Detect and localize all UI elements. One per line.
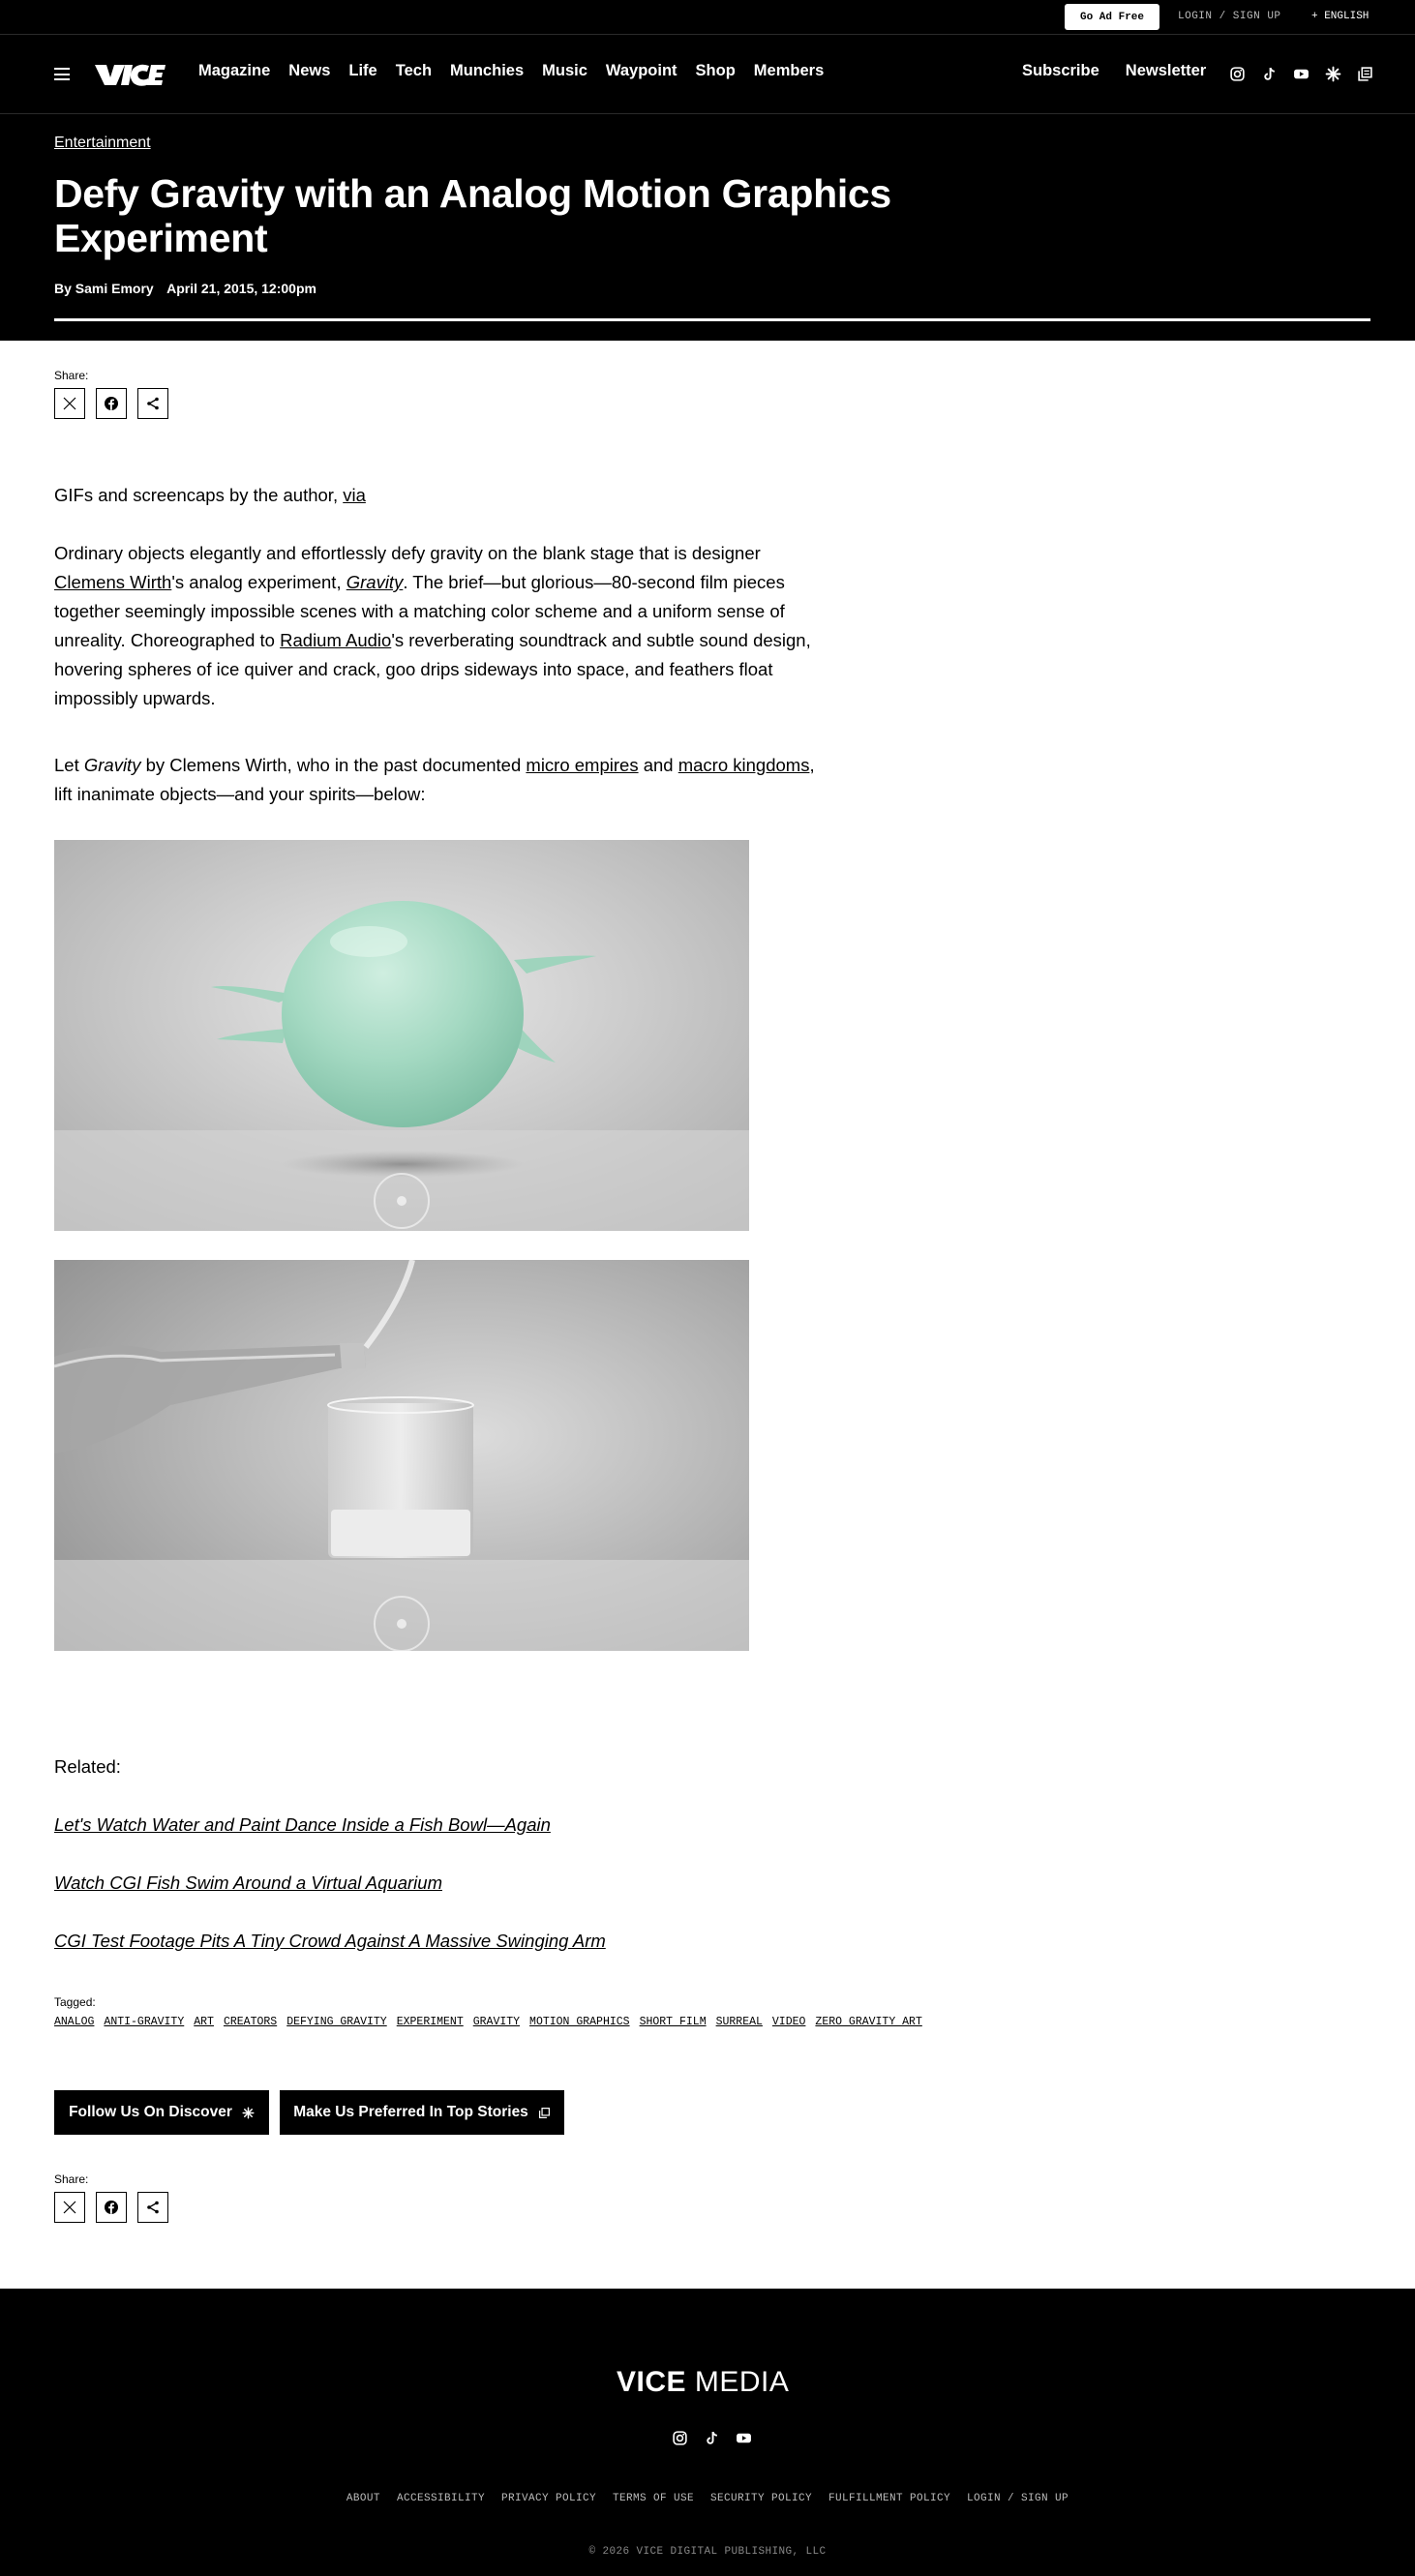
share-facebook-button[interactable] bbox=[96, 2192, 127, 2223]
nav-link-news[interactable]: News bbox=[288, 62, 331, 79]
share-top bbox=[54, 369, 168, 419]
tag-link[interactable]: ANALOG bbox=[54, 2016, 95, 2028]
nav-links bbox=[198, 62, 842, 80]
footer-link-fulfillment[interactable]: FULFILLMENT POLICY bbox=[828, 2493, 951, 2504]
login-signup-link[interactable]: LOGIN / SIGN UP bbox=[1178, 11, 1281, 22]
tag-link[interactable]: MOTION GRAPHICS bbox=[529, 2016, 630, 2028]
menu-icon[interactable] bbox=[54, 68, 70, 80]
x-icon bbox=[62, 2200, 77, 2215]
micro-empires-link[interactable]: micro empires bbox=[526, 755, 639, 775]
nav-right bbox=[1022, 62, 1232, 80]
share-generic-button[interactable] bbox=[137, 388, 168, 419]
instagram-icon[interactable] bbox=[672, 2430, 688, 2446]
vice-logo[interactable] bbox=[93, 61, 166, 88]
p3-text-3: and bbox=[638, 755, 678, 775]
share-x-button[interactable] bbox=[54, 388, 85, 419]
x-icon bbox=[62, 396, 77, 411]
footer-link-privacy[interactable]: PRIVACY POLICY bbox=[500, 2493, 596, 2504]
social-icons bbox=[1229, 66, 1373, 82]
tag-list bbox=[54, 2013, 922, 2032]
vice-media-logo[interactable] bbox=[617, 2366, 789, 2399]
p2-text-3: . The brief—but glorious—80-second film pieces together seemingly impossible scenes with a matching color scheme and a uniform sense of unreality. Choreographed to bbox=[54, 572, 785, 650]
gif-bottle-pouring bbox=[54, 1260, 749, 1651]
tag-link[interactable]: SHORT FILM bbox=[639, 2016, 707, 2028]
p3-text-2: by Clemens Wirth, who in the past documented bbox=[140, 755, 527, 775]
tiktok-icon[interactable] bbox=[704, 2430, 720, 2446]
facebook-icon bbox=[104, 2200, 119, 2215]
youtube-icon[interactable] bbox=[1293, 66, 1310, 82]
youtube-icon[interactable] bbox=[736, 2430, 752, 2446]
related-link-2[interactable]: Watch CGI Fish Swim Around a Virtual Aquarium bbox=[54, 1872, 442, 1893]
tag-link[interactable]: GRAVITY bbox=[472, 2016, 521, 2028]
p2-text-1: Ordinary objects elegantly and effortlessly defy gravity on the blank stage that is designer bbox=[54, 543, 761, 563]
tag-link[interactable]: EXPERIMENT bbox=[396, 2016, 464, 2028]
share-generic-button[interactable] bbox=[137, 2192, 168, 2223]
related-link-3[interactable]: CGI Test Footage Pits A Tiny Crowd Against A Massive Swinging Arm bbox=[54, 1931, 606, 1951]
tag-link[interactable]: SURREAL bbox=[715, 2016, 763, 2028]
subscribe-link[interactable]: Subscribe bbox=[1022, 62, 1099, 79]
share-icon bbox=[145, 2200, 161, 2215]
p2-text-4: 's reverberating soundtrack and subtle sound design, hovering spheres of ice quiver and crack, goo drips sideways into space, and feathers float impossibly upwards. bbox=[54, 630, 811, 708]
p2-text-2: 's analog experiment, bbox=[171, 572, 346, 592]
tag-link[interactable]: ART bbox=[194, 2016, 214, 2028]
tagged-label: Tagged: bbox=[54, 1995, 96, 2009]
footer-link-login[interactable]: LOGIN / SIGN UP bbox=[967, 2493, 1069, 2504]
tiktok-icon[interactable] bbox=[1261, 66, 1278, 82]
header-divider bbox=[54, 318, 1370, 321]
site-footer bbox=[0, 2289, 1415, 2576]
caption-text: GIFs and screencaps by the author, bbox=[54, 485, 344, 505]
byline bbox=[54, 281, 326, 296]
paragraph-lead-in bbox=[54, 751, 819, 809]
discover-icon bbox=[242, 2107, 255, 2119]
nav-link-tech[interactable]: Tech bbox=[395, 62, 433, 79]
tag-link[interactable]: ZERO GRAVITY ART bbox=[815, 2016, 922, 2028]
article-title: Defy Gravity with an Analog Motion Graphics Experiment bbox=[54, 171, 891, 260]
preferred-label: Make Us Preferred In Top Stories bbox=[293, 2104, 528, 2120]
discover-icon[interactable] bbox=[1325, 66, 1341, 82]
nav-link-members[interactable]: Members bbox=[753, 62, 825, 79]
tag-link[interactable]: CREATORS bbox=[223, 2016, 278, 2028]
via-link[interactable]: via bbox=[343, 485, 366, 505]
nav-link-munchies[interactable]: Munchies bbox=[450, 62, 525, 79]
related-link-1[interactable]: Let's Watch Water and Paint Dance Inside a Fish Bowl—Again bbox=[54, 1814, 551, 1835]
news-icon bbox=[538, 2107, 551, 2119]
footer-social-icons bbox=[672, 2430, 752, 2446]
language-selector[interactable]: + ENGLISH bbox=[1311, 11, 1370, 22]
footer-links bbox=[0, 2493, 1415, 2504]
macro-kingdoms-link[interactable]: macro kingdoms bbox=[677, 755, 810, 775]
share-label: Share: bbox=[54, 369, 89, 382]
instagram-icon[interactable] bbox=[1229, 66, 1246, 82]
main-nav bbox=[0, 35, 1415, 114]
share-icon bbox=[145, 396, 161, 411]
caption-paragraph bbox=[54, 481, 828, 510]
category-link[interactable]: Entertainment bbox=[54, 135, 151, 151]
go-ad-free-button[interactable]: Go Ad Free bbox=[1065, 4, 1159, 30]
logo-light: MEDIA bbox=[686, 2366, 790, 2398]
follow-discover-button[interactable] bbox=[54, 2090, 269, 2135]
footer-link-about[interactable]: ABOUT bbox=[346, 2493, 380, 2504]
preferred-top-stories-button[interactable] bbox=[280, 2090, 564, 2135]
gravity-link[interactable]: Gravity bbox=[346, 572, 404, 592]
p3-text-4: , lift inanimate objects—and your spirits—below: bbox=[54, 755, 815, 804]
nav-link-waypoint[interactable]: Waypoint bbox=[605, 62, 677, 79]
related-label: Related: bbox=[54, 1756, 121, 1777]
radium-audio-link[interactable]: Radium Audio bbox=[280, 630, 392, 650]
newsletter-link[interactable]: Newsletter bbox=[1125, 62, 1207, 79]
p3-text-1: Let bbox=[54, 755, 84, 775]
footer-link-accessibility[interactable]: ACCESSIBILITY bbox=[396, 2493, 485, 2504]
gif-floating-sphere bbox=[54, 840, 749, 1231]
publish-date: April 21, 2015, 12:00pm bbox=[166, 281, 316, 296]
top-bar bbox=[0, 0, 1415, 35]
footer-link-terms[interactable]: TERMS OF USE bbox=[612, 2493, 694, 2504]
copyright: © 2026 VICE DIGITAL PUBLISHING, LLC bbox=[588, 2546, 827, 2558]
news-icon[interactable] bbox=[1357, 66, 1373, 82]
tag-section bbox=[54, 1995, 922, 2032]
nav-link-shop[interactable]: Shop bbox=[695, 62, 736, 79]
share-bottom bbox=[54, 2172, 168, 2223]
tag-link[interactable]: VIDEO bbox=[771, 2016, 806, 2028]
paragraph-intro bbox=[54, 539, 828, 713]
tag-link[interactable]: DEFYING GRAVITY bbox=[286, 2016, 387, 2028]
clemens-wirth-link[interactable]: Clemens Wirth bbox=[54, 572, 172, 592]
nav-link-music[interactable]: Music bbox=[542, 62, 587, 79]
p3-emphasis: Gravity bbox=[83, 755, 141, 775]
logo-bold: VICE bbox=[617, 2366, 687, 2398]
author-name[interactable]: By Sami Emory bbox=[54, 281, 154, 296]
facebook-icon bbox=[104, 396, 119, 411]
article-body bbox=[0, 341, 1415, 2289]
share-label: Share: bbox=[54, 2172, 89, 2186]
follow-discover-label: Follow Us On Discover bbox=[69, 2104, 232, 2120]
share-facebook-button[interactable] bbox=[96, 388, 127, 419]
nav-link-magazine[interactable]: Magazine bbox=[198, 62, 271, 79]
tag-link[interactable]: ANTI-GRAVITY bbox=[104, 2016, 185, 2028]
nav-link-life[interactable]: Life bbox=[348, 62, 377, 79]
article-header bbox=[0, 114, 1415, 341]
share-x-button[interactable] bbox=[54, 2192, 85, 2223]
footer-link-security[interactable]: SECURITY POLICY bbox=[709, 2493, 813, 2504]
